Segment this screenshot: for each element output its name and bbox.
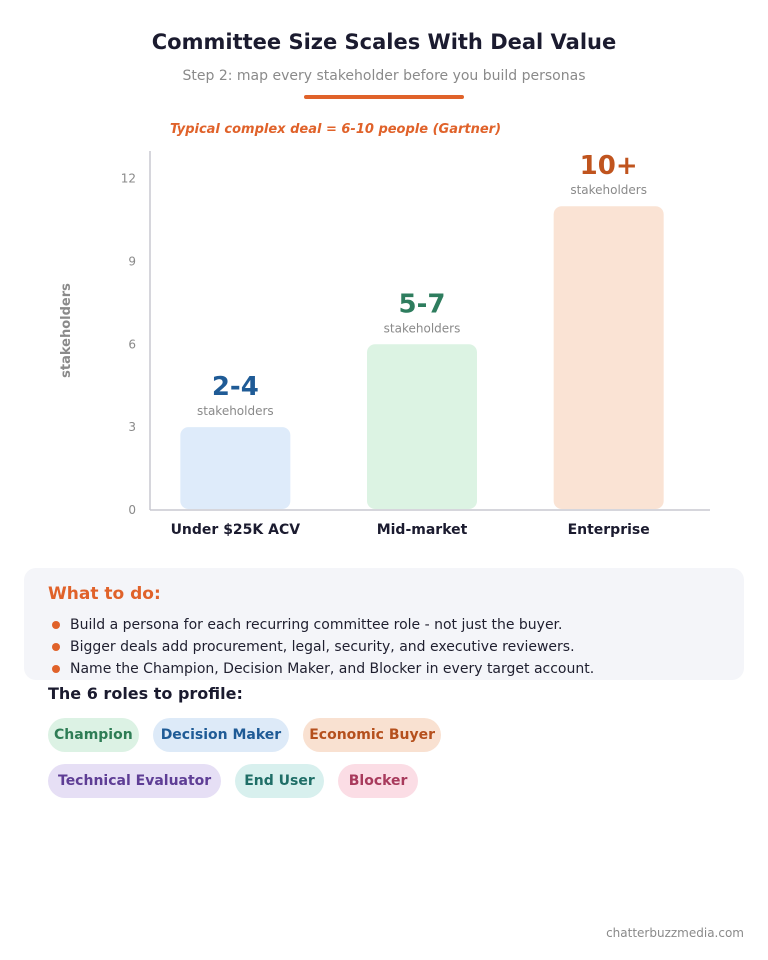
guidance-item bbox=[48, 658, 594, 680]
x-tick-label: Enterprise bbox=[567, 522, 650, 538]
role-pill-end-user: End User bbox=[235, 764, 324, 798]
y-tick-label: 6 bbox=[128, 337, 136, 352]
role-pill-champion: Champion bbox=[48, 718, 139, 752]
roles-list bbox=[48, 718, 468, 810]
guidance-item bbox=[48, 636, 594, 658]
guidance-card bbox=[24, 568, 744, 680]
bar-unit-label: stakeholders bbox=[383, 321, 461, 336]
bullet-icon bbox=[52, 643, 60, 651]
page-title: Committee Size Scales With Deal Value bbox=[151, 30, 617, 54]
y-tick-label: 9 bbox=[128, 254, 136, 269]
guidance-title: What to do: bbox=[48, 584, 161, 604]
y-tick-label: 3 bbox=[128, 420, 136, 435]
role-pill-technical-evaluator: Technical Evaluator bbox=[48, 764, 221, 798]
bar-value-label: 10+ bbox=[579, 151, 638, 182]
bar bbox=[367, 344, 477, 509]
guidance-item bbox=[48, 614, 594, 636]
x-tick-label: Under $25K ACV bbox=[170, 522, 301, 538]
role-pill-blocker: Blocker bbox=[338, 764, 419, 798]
bar-unit-label: stakeholders bbox=[196, 404, 274, 419]
role-pill-economic-buyer: Economic Buyer bbox=[303, 718, 441, 752]
bar bbox=[554, 206, 664, 509]
bar-value-label: 5-7 bbox=[398, 289, 446, 320]
bar-value-label: 2-4 bbox=[211, 372, 259, 403]
guidance-item-text: Build a persona for each recurring committee role - not just the buyer. bbox=[70, 617, 563, 633]
guidance-item-text: Bigger deals add procurement, legal, security, and executive reviewers. bbox=[70, 639, 575, 655]
y-axis-label: stakeholders bbox=[59, 283, 74, 378]
chart-annotation: Typical complex deal = 6-10 people (Gartner) bbox=[170, 122, 502, 137]
bar-unit-label: stakeholders bbox=[570, 183, 648, 198]
page-subtitle: Step 2: map every stakeholder before you build personas bbox=[182, 68, 586, 84]
role-pill-decision-maker: Decision Maker bbox=[153, 718, 290, 752]
y-tick-label: 0 bbox=[128, 503, 136, 517]
roles-title: The 6 roles to profile: bbox=[48, 684, 243, 703]
guidance-list bbox=[48, 614, 594, 680]
bar bbox=[180, 427, 290, 509]
y-tick-label: 12 bbox=[120, 171, 136, 186]
footer-site: chatterbuzzmedia.com bbox=[606, 926, 744, 940]
guidance-item-text: Name the Champion, Decision Maker, and Blocker in every target account. bbox=[70, 661, 595, 677]
bullet-icon bbox=[52, 665, 60, 673]
x-tick-label: Mid-market bbox=[376, 522, 468, 538]
bullet-icon bbox=[52, 621, 60, 629]
chart-bars bbox=[171, 151, 664, 538]
